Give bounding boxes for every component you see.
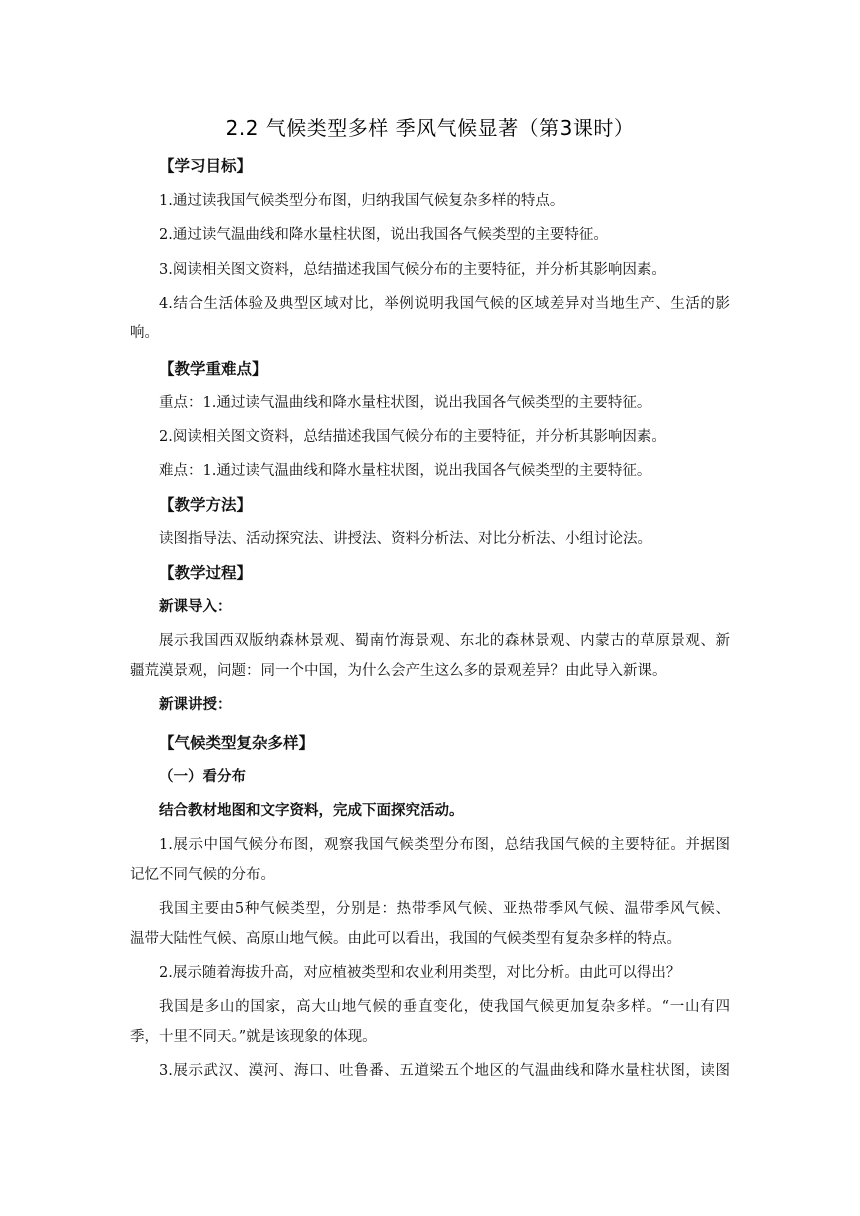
- paragraph-3-line-1: 2.展示随着海拔升高，对应植被类型和农业利用类型，对比分析。由此可以得出？: [159, 965, 681, 981]
- key-point-line-1: 重点：1.通过读气温曲线和降水量柱状图，说出我国各气候类型的主要特征。: [159, 395, 652, 411]
- sub-heading: （一）看分布: [159, 769, 246, 785]
- lecture-label: 新课讲授：: [159, 697, 232, 713]
- key-points-heading: 【教学重难点】: [159, 360, 268, 378]
- paragraph-5-line-1: 3.展示武汉、漠河、海口、吐鲁番、五道梁五个地区的气温曲线和降水量柱状图，读图: [159, 1063, 730, 1079]
- activity-instruction: 结合教材地图和文字资料，完成下面探究活动。: [159, 803, 464, 819]
- intro-line-2: 疆荒漠景观，问题：同一个中国，为什么会产生这么多的景观差异？由此导入新课。: [130, 663, 667, 679]
- objective-item-4-continued: 响。: [130, 325, 159, 341]
- objectives-heading: 【学习目标】: [159, 157, 253, 175]
- intro-line-1: 展示我国西双版纳森林景观、蜀南竹海景观、东北的森林景观、内蒙古的草原景观、新: [159, 633, 730, 649]
- key-point-line-2: 2.阅读相关图文资料，总结描述我国气候分布的主要特征，并分析其影响因素。: [159, 429, 666, 445]
- section-heading: 【气候类型复杂多样】: [159, 734, 315, 752]
- process-heading: 【教学过程】: [159, 564, 253, 582]
- objective-item-1: 1.通过读我国气候类型分布图，归纳我国气候复杂多样的特点。: [159, 193, 565, 209]
- page-title: 2.2 气候类型多样 季风气候显著（第3课时）: [225, 116, 635, 140]
- paragraph-2-line-2: 温带大陆性气候、高原山地气候。由此可以看出，我国的气候类型有复杂多样的特点。: [130, 931, 681, 947]
- difficult-point-line: 难点：1.通过读气温曲线和降水量柱状图，说出我国各气候类型的主要特征。: [159, 463, 652, 479]
- paragraph-2-line-1: 我国主要由5种气候类型，分别是：热带季风气候、亚热带季风气候、温带季风气候、: [159, 901, 730, 917]
- methods-text: 读图指导法、活动探究法、讲授法、资料分析法、对比分析法、小组讨论法。: [159, 531, 652, 547]
- objective-item-4: 4.结合生活体验及典型区域对比，举例说明我国气候的区域差异对当地生产、生活的影: [159, 296, 730, 312]
- paragraph-1-line-1: 1.展示中国气候分布图，观察我国气候类型分布图，总结我国气候的主要特征。并据图: [159, 837, 730, 853]
- methods-heading: 【教学方法】: [159, 496, 253, 514]
- objective-item-3: 3.阅读相关图文资料，总结描述我国气候分布的主要特征，并分析其影响因素。: [159, 262, 666, 278]
- paragraph-1-line-2: 记忆不同气候的分布。: [130, 867, 275, 883]
- intro-label: 新课导入：: [159, 599, 232, 615]
- paragraph-4-line-1: 我国是多山的国家，高大山地气候的垂直变化，使我国气候更加复杂多样。“一山有四: [159, 999, 730, 1015]
- objective-item-2: 2.通过读气温曲线和降水量柱状图，说出我国各气候类型的主要特征。: [159, 227, 608, 243]
- paragraph-4-line-2: 季，十里不同天。”就是该现象的体现。: [130, 1029, 377, 1045]
